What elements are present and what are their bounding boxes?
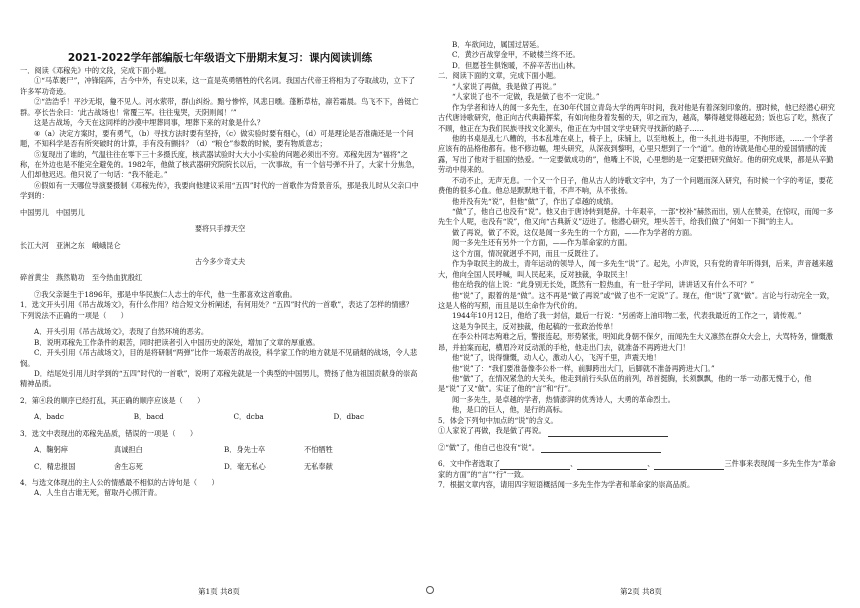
page-footer-left: 第1页 共8页: [198, 587, 240, 596]
article-paragraph: 他“做”了，在情况紧急的大关头，他走到前行头队伍的前列，昂首挺胸，长须飘飘，他的一举一动都无愧于心，他是“说”了又“做”。实证了他的“言”和“行”。: [438, 374, 812, 394]
option-b: B．bacd: [133, 412, 164, 422]
article-paragraph: 1944年10月12日，他给了我一封信，最后一行说：“另函寄上油印物二张，代表我最近的工作之一，请传观。”: [452, 311, 802, 321]
question-3-row: [20, 445, 420, 455]
document-title: 2021-2022学年部编版七年级语文下册期末复习：课内阅读训练: [67, 52, 373, 64]
passage-paragraph: ⑥假如有一天哪位导演要摄制《邓稼先传》，我要向他建议采用“五四”时代的一首歌作为背景音乐，那是我儿时从父亲口中学到的：: [20, 180, 419, 201]
passage-paragraph: ①“马革裹尸”，冲锋陷阵，古今中外，有史以来，这一直是英勇牺牲的代名词。我国古代帝王将相为了夺取战功，立下了许多军功奇迹。: [20, 76, 416, 96]
question-6-text-b: 三件事来表现闻一多先生作为“革命家的方面”的“言”“行”一致。: [438, 459, 836, 479]
article-paragraph: 他的书桌是乱七八糟的，书本乱堆在桌上，椅子上，床铺上，以至地板上，他一头扎进书海里，不拘形迹，……一个学者应该有的品格他都有。他不修边幅，埋头研究，从深夜到黎明，心里只想到了一个“道”。他的诗就是他心里的爱国情感的流露，写出了他对于祖国的热爱。“一定要做成功的”，他嘴上不说，心里想的是一定要把研究做好。他的研究成果，都是从辛勤劳动中得来的。: [438, 133, 834, 175]
section-2-heading: 二．阅读下面的文章，完成下面小题。: [438, 71, 561, 81]
question-5a-text: ①人家说了再做，我是做了再说。: [438, 426, 546, 436]
song-line: 碎首黄尘 燕然勒功 至今热血犹殷红: [20, 273, 143, 283]
question-6: 6．文中作者选取了 、 、 三件事来表现闻一多先生作为“革命家的方面”的“言”“行”一致。: [438, 459, 836, 479]
article-paragraph: 他“说”了，说得慷慨，动人心，激动人心，飞泻千里，声震天地！: [452, 353, 661, 363]
article-paragraph: 他，是口的巨人，他，是行的高标。: [452, 405, 568, 415]
option-d: D．dbac: [333, 412, 364, 422]
article-paragraph: 这是为争民主，反对独裁，他起稿的一张政治传单！: [452, 321, 618, 331]
option-b: B．说明邓稼先工作条件的艰苦，同时把读者引入中国历史的深处，增加了文章的厚重感。: [34, 337, 320, 347]
option-c-word: 舍生忘死: [114, 461, 143, 471]
question-3: 3．选文中表现出的邓稼先品质，错误的一项是（ ）: [20, 428, 198, 438]
question-2-options: [20, 412, 364, 422]
option-c: C．开头引用《吊古战场文》，目的是将研制“两弹”比作一场艰苦的战役，科学家工作的地方就是不见硝烟的战场，令人悲悯。: [20, 348, 418, 368]
option-a: A．badc: [34, 412, 64, 422]
page-footer-right: 第2页 共8页: [620, 587, 662, 596]
article-paragraph: 他“说”了，跟着的是“做”。这不再是“做了再说”或“做了也不一定说”了。现在，他“说”了就“做”。言论与行动完全一致，这是人格的写照，而且是以生命作为代价的。: [438, 290, 834, 310]
answer-blank[interactable]: [654, 462, 724, 470]
right-column: [438, 40, 838, 490]
answer-blank[interactable]: [577, 462, 647, 470]
article-paragraph: 他并没有先“说”，但他“做”了，作出了卓越的成绩。: [452, 196, 618, 206]
passage-paragraph: ④（a）决定方案时，要有勇气，（b）寻找方法时要有坚持，（c）做实验时要有细心，（d）可是理论是否准确还是一个问题，不知科学是否有所突破时的计算，手有没有颤抖？（d）“粮仓”参数的时候，要有物质意志；: [20, 128, 414, 149]
left-column: [20, 66, 420, 499]
article-paragraph: 闻一多先生还有另外一个方面，——作为革命家的方面。: [452, 238, 632, 248]
answer-blank[interactable]: [500, 462, 570, 470]
option-b: B．车欲问边，属国过居延。: [452, 40, 544, 49]
question-1: 1．选文开头引用《吊古战场文》，有什么作用？结合短文分析阐述，有何用处？“五四”时代的一首歌”，表达了怎样的情感？下列说法不正确的一项是（ ）: [20, 300, 413, 320]
question-5: 5．体会下列句中加点的“说”的含义。: [438, 415, 558, 425]
song-line: 古今多少奇丈夫: [194, 257, 246, 266]
article-paragraph: 不动不止，无声无息。一个又一个日子，他从古人的诗歌文字中，为了一个问题而深入研究，有时候一个字的考证，要花费他的很多心血。他总是默默地干着，不声不响，从不张扬。: [438, 175, 833, 196]
answer-blank[interactable]: [541, 445, 661, 453]
quote: “人家说了再做，我是做了再说。”: [452, 81, 557, 91]
article-paragraph: 他在给我的信上说：“此身别无长处，既然有一腔热血，有一肚子学问，讲讲话又有什么不可？”: [452, 280, 755, 290]
song-line: 中国男儿 中国男儿: [20, 207, 85, 217]
question-3-row: [20, 462, 420, 472]
question-5b-text: ②“做”了，他自己也没有“说”。: [438, 442, 539, 452]
question-2: 2．第④段的顺序已经打乱，其正确的顺序应该是（ ）: [20, 395, 205, 405]
question-6-text-a: 6．文中作者选取了: [438, 459, 501, 469]
passage-paragraph: ②“浩浩乎！平沙无垠，敻不见人。河水萦带，群山纠纷。黯兮惨悴，风悲日曛。蓬断草枯，凛若霜晨。鸟飞不下，兽铤亡群。亭长告余曰：‘此古战场也！常覆三军。往往鬼哭，天阴则闻！’”: [20, 97, 419, 117]
option-d: D．但愿苍生俱饱暖，不辞辛苦出山林。: [452, 60, 580, 70]
section-1-heading: 一．阅读《邓稼先》中的文段，完成下面小题。: [20, 66, 171, 75]
song-line: 长江大河 亚洲之东 峨峨昆仑: [20, 240, 121, 250]
option-a: A．人生自古谁无死，留取丹心照汗青。: [34, 488, 162, 498]
answer-blank[interactable]: [548, 429, 668, 437]
article-paragraph: 闻一多先生，是卓越的学者，热情澎湃的优秀诗人，大勇的革命烈士。: [452, 394, 675, 404]
question-4: 4．与选文体现出的主人公的情感最不相似的古诗句是（ ）: [20, 478, 219, 487]
option-c: C．精忠报国: [34, 461, 76, 471]
option-d-word: 无私奉献: [304, 461, 333, 471]
article-paragraph: 在李公朴同志殉难之后，警报连起，形势紧张，明知此身朝不保夕，而闻先生大义凛然在群众大会上，大骂特务，慷慨激昂，并拍案而起，横眉冷对反动派的手枪，他走出门去，就准备不再跨进大门！: [438, 332, 833, 352]
option-a-word: 真诚担白: [114, 445, 143, 455]
article-paragraph: 做了再说，做了不说，这仅是闻一多先生的一个方面，——作为学者的方面。: [452, 227, 697, 237]
question-5a: [438, 426, 838, 436]
option-d: D．结尾处引用儿时学到的“五四”时代的一首歌”，说明了邓稼先就是一个典型的中国男儿，赞扬了他为祖国贡献身的崇高精神品质。: [20, 368, 418, 389]
passage-paragraph: ⑤复现出了谁的，气温往往在零下三十多摄氏度，核武器试验时大大小小实验的问题必须出不穷。邓稼先因为“福将”之称，在外边也是不能完全避免的。1982年，他做了核武器研究院院长以后，一次事故，有一个信号弹不升了，大家十分焦急，人们却他迟迟。他只说了一句话：“我不能走。”: [20, 149, 420, 180]
option-c: C．dcba: [233, 412, 264, 422]
option-d: D．毫无私心: [224, 461, 266, 471]
article-paragraph: 这个方面，情况就迥乎不同，而且一反既往了。: [452, 248, 603, 258]
article-paragraph: “做”了，他自己也没有“说”。他又由于唐诗转到楚辞。十年艰辛，一部“校补”赫然而出，别人在赞美，在惊叹，而闻一多先生个人呢，也没有“说”，他又向“古典新义”迈进了。他潜心研究，埋头苦干，给我们做了“何如一下揖”的主人。: [438, 207, 834, 227]
option-c: C．黄沙百战穿金甲，不破楼兰终不还。: [452, 50, 580, 60]
option-b-word: 不怕牺牲: [304, 445, 333, 455]
song-line: 要将只手撑天空: [194, 224, 246, 234]
option-a: A．鞠躬瘁: [34, 445, 68, 455]
fold-marker: [426, 586, 434, 594]
passage-paragraph: ⑦我父亲诞生于1896年，那是中华民族仁人志士的年代，他一生都喜欢这首歌曲。: [34, 289, 297, 299]
question-5b: [438, 443, 838, 453]
quote: “人家说了也不一定做，我是做了也不一定说。”: [452, 92, 600, 102]
article-paragraph: 他“说”了：“我们要准备像李公朴一样，前脚跨出大门，后脚就不准备再跨进大门。”: [452, 363, 715, 373]
passage-paragraph: 这是古战场，今天在这同样的沙漠中埋葬同事，埋葬下来的对象是什么？: [34, 118, 265, 128]
option-a: A．开头引用《吊古战场文》，表现了自然环境的恶劣。: [34, 327, 209, 337]
article-paragraph: 作为学者和诗人的闻一多先生，在30年代国立青岛大学的两年时间，我对他是有着深刻印象的。那时候，他已经潜心研究古代唐诗歌研究，他正向古代典籍挥桨，有如向他身着发髻的天，卯之而为，越高，攀得越觉得越起劲；饭也忘了吃，熬夜了不顾，他正在为我们民族寻找文化源头，他正在为中国文学史研究寻找新的路子……: [438, 102, 835, 133]
article-paragraph: 作为争取民主的战士，青年运动的领导人，闻一多先生“说”了。起先，小声说，只有党的青年听得到，后来，声音越来越大，他向全国人民呼喊，叫人民起来，反对独裁，争取民主！: [438, 259, 834, 279]
question-7: 7．根据文章内容，请用四字短语概括闻一多先生作为学者和革命家的崇高品质。: [438, 479, 695, 489]
option-b: B．身先士卒: [224, 445, 266, 455]
